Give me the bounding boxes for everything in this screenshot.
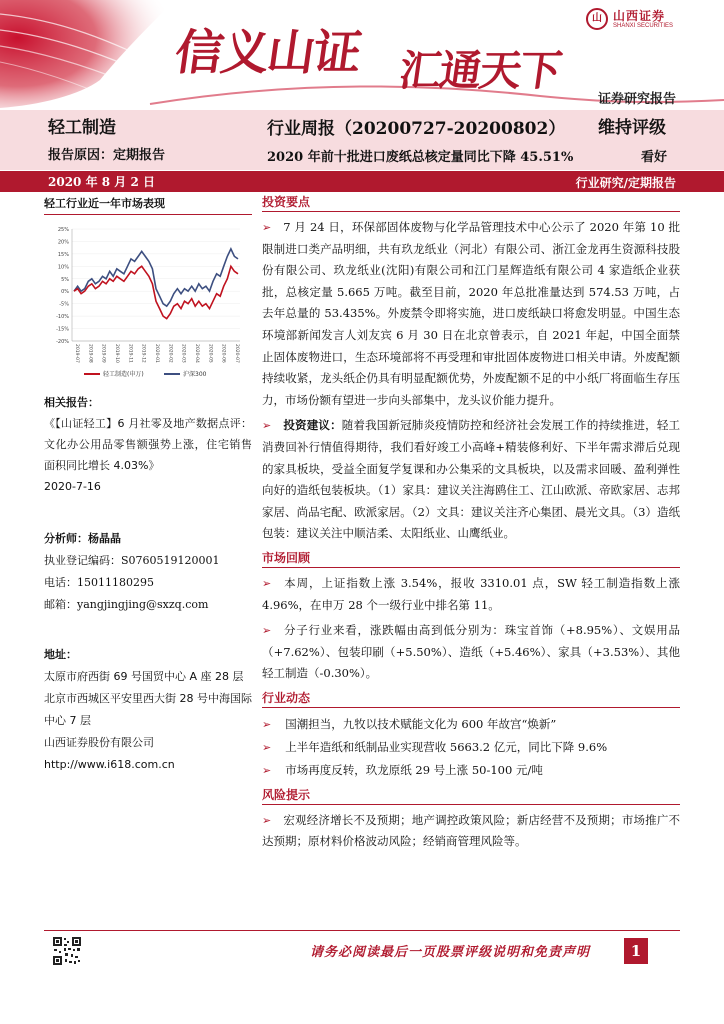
chart-ytick-label: -10%: [56, 314, 69, 321]
news-item-text: 国潮担当，九牧以技术赋能文化为 600 年故宫“焕新”: [285, 716, 557, 731]
chart-ytick-label: 25%: [57, 227, 69, 233]
investment-advice-text: 随着我国新冠肺炎疫情防控和经济社会发展工作的持续推进，轻工消费回补行情值得期待，我们看好竣工小高峰+精装修利好、下半年需求滞后兑现的家具板块，受益全面复学复课和办公集采的文具板块，以及需求回暖、盈利弹性向好的造纸包装板块。（1）家具：建议关注海鸥住工、江山欧派、帝欧家居、志邦家居、尚品宅配、欧派家居。（2）文具：建议关注齐心集团、晨光文具。（3）造纸包装：建议关注中顺洁柔、太阳纸业、山鹰纸业。: [262, 418, 681, 541]
risk-text: 宏观经济增长不及预期；地产调控政策风险；新店经营不及预期；市场推广不达预期；原材料价格波动风险；经销商管理风险等。: [262, 812, 680, 849]
section-industry-news: 行业动态: [262, 689, 680, 708]
rating-view: 看好: [641, 150, 668, 165]
logo-text-cn: 山西证券: [613, 9, 666, 23]
bullet-arrow-icon: ➢: [262, 717, 272, 731]
related-report-link[interactable]: 《【山证轻工】6 月社零及地产数据点评：文化办公用品零售额强势上涨，住宅销售面积同比增长 4.03%》: [44, 417, 252, 472]
logo-text-en: SHANXI SECURITIES: [613, 23, 674, 29]
footer-disclaimer: 请务必阅读最后一页股票评级说明和免责声明: [310, 945, 591, 960]
analyst-license: 执业登记编码：S0760519120001: [44, 554, 220, 567]
paragraph-index-review: [262, 573, 680, 616]
bullet-arrow-icon: ➢: [262, 576, 272, 590]
chart-ytick-label: 0%: [61, 289, 69, 296]
bullet-arrow-icon: ➢: [262, 221, 272, 234]
related-report-date: 2020-7-16: [44, 480, 101, 493]
research-label: 证券研究报告: [597, 92, 676, 107]
news-item-text: 市场再度反转，玖龙原纸 29 号上涨 50-100 元/吨: [285, 762, 543, 777]
company-website[interactable]: http://www.i618.com.cn: [44, 758, 175, 771]
paragraph-investment-advice: [262, 415, 680, 545]
left-column: [44, 193, 252, 771]
section-market-review: 市场回顾: [262, 549, 680, 568]
bullet-arrow-icon: ➢: [262, 419, 272, 433]
page-number: 1: [624, 938, 648, 964]
bullet-arrow-icon: ➢: [262, 624, 272, 638]
chart-xtick-label: 2020-06: [220, 344, 226, 363]
bullet-arrow-icon: ➢: [262, 763, 272, 777]
company-name: 山西证券股份有限公司: [44, 736, 154, 749]
chart-xtick-label: 2020-03: [180, 344, 186, 363]
report-category: 行业研究/定期报告: [575, 176, 676, 190]
chart-xtick-label: 2019-08: [87, 344, 93, 363]
chart-xtick-label: 2020-04: [194, 344, 199, 363]
slogan-secondary: 汇通天下: [396, 46, 564, 95]
footer-divider: [44, 930, 680, 931]
report-reason: 报告原因：定期报告: [48, 148, 166, 163]
chart-ytick-label: 15%: [57, 251, 69, 258]
rating: 维持评级: [598, 118, 666, 138]
chart-xtick-label: 2020-07: [234, 344, 239, 363]
news-item-text: 上半年造纸和纸制品业实现营收 5663.2 亿元，同比下降 9.6%: [285, 739, 608, 754]
right-column: [262, 193, 680, 857]
bullet-arrow-icon: ➢: [262, 813, 272, 827]
company-logo: [586, 6, 716, 36]
paragraph-risk: [262, 810, 680, 853]
chart-series-line: [74, 266, 238, 318]
chart-ytick-label: 5%: [61, 276, 69, 283]
related-reports: [44, 393, 252, 497]
chart-xtick-label: 2020-01: [154, 344, 159, 363]
chart-ytick-label: 20%: [57, 239, 69, 246]
address-title: 地址：: [44, 648, 77, 661]
market-performance-chart: [44, 219, 252, 387]
paragraph-sub-industry: [262, 620, 680, 685]
paragraph-waste-paper: [262, 217, 680, 411]
qr-code-icon[interactable]: [52, 936, 82, 966]
chart-ytick-label: 10%: [57, 264, 69, 271]
analyst-info: [44, 528, 252, 616]
news-item: [262, 759, 680, 782]
chart-legend-label: 轻工制造(申万): [103, 371, 144, 378]
section-risk-warning: 风险提示: [262, 786, 680, 805]
chart-ytick-label: -5%: [59, 301, 69, 308]
paragraph-waste-paper-text: 7 月 24 日，环保部固体废物与化学品管理技术中心公示了 2020 年第 10 批限制进口类产品明细，共有玖龙纸业（河北）有限公司、浙江金龙再生资源科技股份有限公司、玖龙纸业(沈阳)有限公司和江门星辉造纸有限公司 4 家造纸企业获批，总核定量 5.665 万吨。截至目前，2020 年总批准量达到 574.53 万吨，占去年总量的 53.435%。外废禁令即将实施，进口废纸缺口将愈发明显。中国生态环境部新闻发言人刘友宾 6 月 30 日在北京曾表示，自 2021 年起，中国全面禁止固体废物进口，生态环境部将不再受理和审批固体废物进口相关申请。外废配额持续收紧，龙头纸企仍具有明显配额优势，外废配额不足的中小纸厂将面临生存压力，市场份额有望进一步向头部集中，龙头议价能力提升。: [262, 220, 680, 407]
bullet-arrow-icon: ➢: [262, 740, 272, 754]
section-investment-points: 投资要点: [262, 193, 680, 212]
sub-industry-text: 分子行业来看，涨跌幅由高到低分别为：珠宝首饰（+8.95%）、文娱用品（+7.62%）、包装印刷（+5.50%）、造纸（+5.46%）、家具（+3.53%）、其他轻工制造（-0.30%）。: [262, 623, 680, 681]
chart-ytick-label: -15%: [56, 326, 69, 333]
chart-xtick-label: 2019-09: [100, 344, 106, 363]
analyst-phone: 电话：15011180295: [44, 576, 154, 589]
analyst-email[interactable]: 邮箱：yangjingjing@sxzq.com: [44, 598, 209, 611]
chart-xtick-label: 2020-05: [207, 344, 213, 363]
chart-xtick-label: 2019-12: [140, 344, 146, 363]
address-info: [44, 644, 252, 776]
news-item: [262, 736, 680, 759]
address-taiyuan: 太原市府西街 69 号国贸中心 A 座 28 层: [44, 670, 244, 683]
chart-ytick-label: -20%: [56, 339, 69, 345]
chart-svg: [44, 219, 252, 387]
headline: 2020 年前十批进口废纸总核定量同比下降 45.51%: [267, 150, 574, 165]
chart-xtick-label: 2019-11: [127, 344, 133, 363]
logo-emblem-icon: 山: [586, 8, 608, 30]
analyst-name: 分析师：杨晶晶: [44, 532, 121, 545]
date-bar: [0, 171, 724, 192]
related-reports-title: 相关报告：: [44, 396, 99, 409]
market-performance-title: 轻工行业近一年市场表现: [44, 193, 252, 215]
weekly-title: 行业周报（20200727-20200802）: [267, 119, 566, 139]
report-date: 2020 年 8 月 2 日: [48, 175, 155, 189]
chart-xtick-label: 2020-02: [167, 344, 173, 363]
banner: [0, 0, 724, 108]
address-beijing: 北京市西城区平安里西大街 28 号中海国际中心 7 层: [44, 692, 252, 727]
investment-advice-lead: 投资建议：: [283, 418, 342, 433]
slogan-primary: 信义山证: [171, 25, 364, 81]
chart-xtick-label: 2019-07: [74, 344, 79, 363]
chart-legend-label: 沪深300: [183, 371, 207, 378]
industry-name: 轻工制造: [48, 118, 116, 138]
chart-xtick-label: 2019-10: [114, 344, 119, 363]
index-review-text: 本周，上证指数上涨 3.54%，报收 3310.01 点，SW 轻工制造指数上涨 4.96%，在申万 28 个一级行业中排名第 11。: [262, 575, 680, 612]
news-item: [262, 713, 680, 736]
